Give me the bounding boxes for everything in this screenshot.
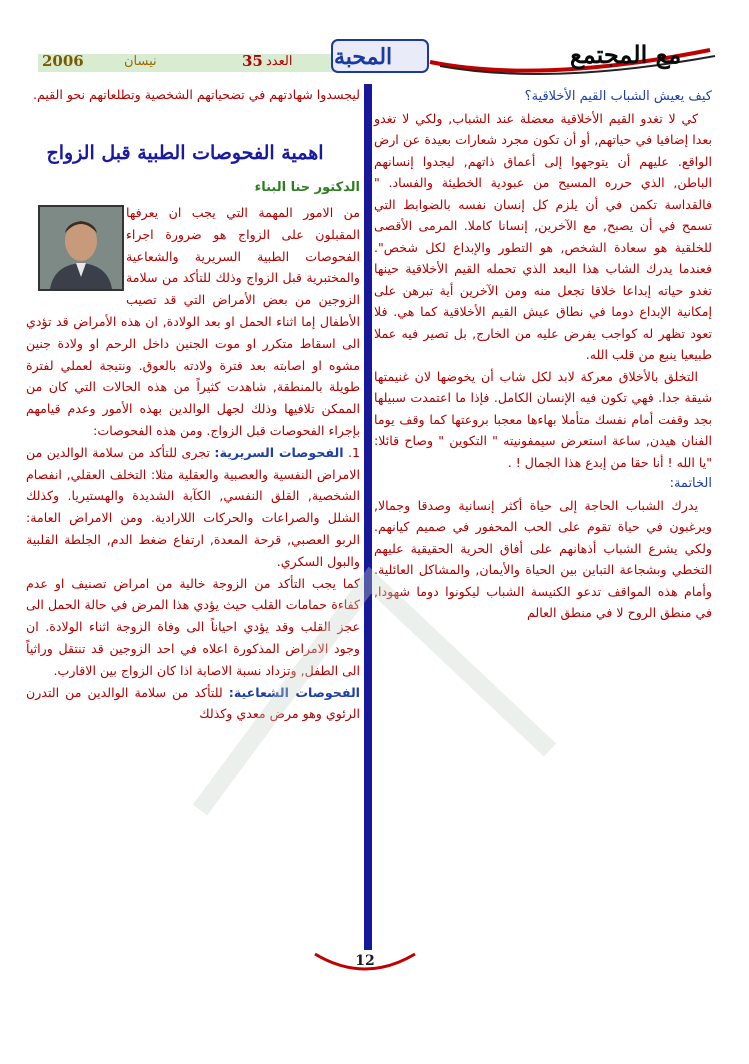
item-label: الفحوصات السريرية: — [214, 444, 344, 460]
article-body — [26, 202, 360, 725]
header-strip — [38, 54, 378, 72]
logo-text: المحبة — [334, 44, 393, 70]
question-heading: كيف يعيش الشباب القيم الأخلاقية؟ — [524, 89, 712, 104]
issue-label: العدد — [266, 54, 293, 69]
article-paragraph: من الامور المهمة التي يجب ان يعرفها المقبلون على الزواج هو ضرورة اجراء الفحوصات الطبية السريرية والشعاعية والمختبرية قبل الزواج وذلك للتأكد من سلامة الزوجين من بعض الأمراض التي قد تصيب الأطفال إما اثناء الحمل او بعد الولادة, ان هذه الأمراض قد تؤدي الى اسقاط متكرر او موت الجنين داخل الرحم او ولادة جنين مشوه او اصابته بعد فترة ولادته بالعوق. ونتيجة لعملي لفترة طويلة بالمنطقة, شاهدت كثيراً من هذه الحالات التي كان من الممكن تلافيها وذلك لجهل الوالدين بهذه الأمور وعدم قيامهم بإجراء الفحوصات قبل الزواج. ومن هذه الفحوصات: — [26, 205, 360, 438]
issue-year: 2006 — [42, 52, 84, 70]
paragraph: التخلق بالأخلاق معركة لابد لكل شاب أن يخوضها لان غنيمتها شيقة جدا. فهي تكون فيه الإنسان الكامل. فإذا ما اعتمدت سبيلها بجد وقفت أمام نفسك متأملا بهاءها معجبا بروعتها كما وقف يوما الفنان هيدن, ساعة استعرض سيمفونيته " التكوين " وصاح قائلا: "يا الله ! أنا حقا من إبدع هذا الجمال ! . — [374, 368, 712, 470]
item-text: للتأكد من سلامة الوالدين من التدرن الرئوي وهو مرض معدي وكذلك — [26, 684, 360, 722]
page-number: 12 — [355, 953, 375, 969]
article-author: الدكتور حنا البناء — [254, 180, 360, 195]
issue-number: 35 — [242, 52, 263, 70]
item-text: تجرى للتأكد من سلامة الوالدين من الامراض النفسية والعصبية والعقلية مثلا: التخلف العقلي, انفصام الشخصية, القلق النفسي, الكآبة الشديدة والهستيريا. وكذلك الشلل والصراعات والحركات اللارادية. ومن الامراض العامة: الربو العصبي, قرحة المعدة, ارتفاع ضغط الدم, الجلطة القلبية والبول السكري. — [26, 444, 360, 569]
article-title: اهمية الفحوصات الطبية قبل الزواج — [46, 142, 324, 164]
issue-month: نيسان — [124, 54, 157, 69]
intro-text: ليجسدوا شهادتهم في تضحياتهم الشخصية وتطلعاتهم نحو القيم. — [32, 87, 360, 102]
right-column — [374, 86, 712, 624]
left-column-intro — [26, 84, 360, 106]
article-paragraph: كما يجب التأكد من الزوجة خالية من امراض تصنيف او عدم كفاءة حمامات القلب حيث يؤدي هذا المرض في حالة الحمل الى عجز القلب وقد يؤدي احياناً الى وفاة الزوجة اثناء الولادة. ان وجود الامراض المذكورة اعلاه في احد الزوجين قد تنتقل وراثياً الى الطفل, وتزداد نسبة الاصابة اذا كان الزواج بين الاقارب. — [26, 575, 360, 678]
conclusion-text: يدرك الشباب الحاجة إلى حياة أكثر إنسانية وصدقا وجمالا, ويرغبون في حياة تقوم على الحب المحفور في صميم كيانهم. ولكي يشرع الشباب أذهانهم على أفاق الحرية الحقيقية عليهم التخطي وبشجاعة التباين بين الحياة والأيمان, والمشاكل العائلية. وأمام هذه المواقف تدعو الكنيسة الشباب ليكونوا دوما شهودا, في منطق الروح لا في منطق العالم — [374, 497, 712, 620]
item-label: الفحوصات الشعاعية: — [228, 684, 360, 700]
conclusion-heading: الخاتمة: — [669, 476, 712, 491]
section-title: مع المجتمع — [570, 40, 682, 69]
list-item — [26, 682, 360, 726]
page-header — [30, 36, 720, 84]
paragraph: كي لا تغدو القيم الأخلاقية معضلة عند الشباب, ولكي لا تغدو بعدا إضافيا في حياتهم, أو أن تكون مجرد شعارات بعيدة عن ارض الواقع. عليهم أن يتوجهوا إلى أعماق ذاتهم, ليجدوا إنسانهم الباطن, الذي حرره المسيح من عبودية الخطيئة والفساد. " فالقداسة تكمن في أن يلزم كل إنسان نفسه بالضوابط التي تسمح في أن يصبح, مع الآخرين, إنسانا كاملا. المرمى الأقصى للخلقية هو سعادة الشخص, هو التطور والإبداع لكل شخص". فعندما يدرك الشاب هذا البعد الذي تحمله القيم الأخلاقية حينها تغدو حياته إبداعا خلاقا تجعل منه ومن الآخرين أية تبرهن على إمكانية الإبداع دوما في نطاق عيش القيم الأخلاقية كما هي. فلا تعود تظهر له كواجب يفرض عليه من الخارج, بل تصير فيه عملا طبيعيا ينبع من قلب الله. — [374, 110, 712, 362]
item-number: 1. — [347, 444, 360, 460]
list-item — [26, 442, 360, 573]
photo-spacer — [26, 202, 126, 294]
column-divider — [364, 84, 372, 950]
